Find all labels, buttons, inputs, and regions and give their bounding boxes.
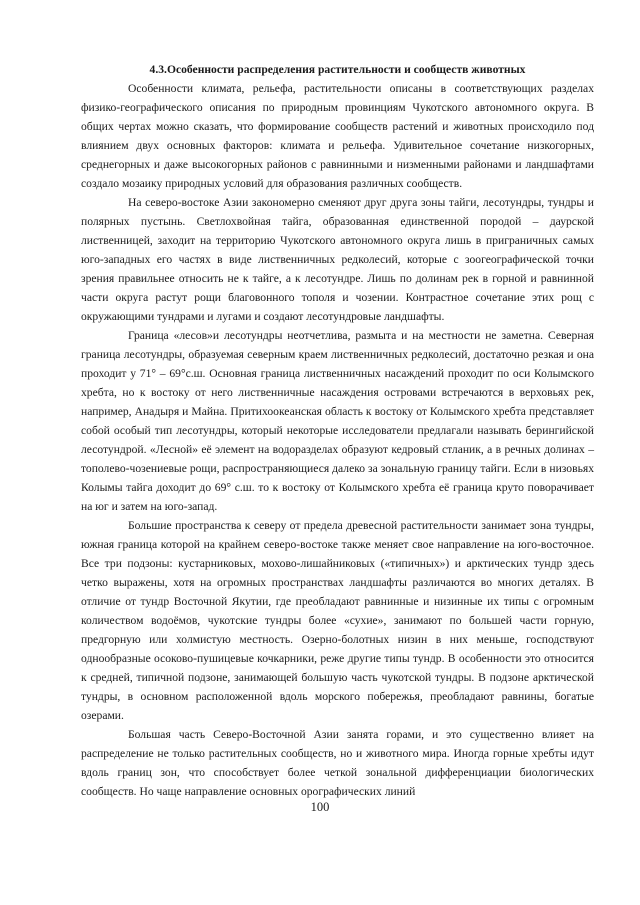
section-heading: 4.3.Особенности распределения растительности и сообществ животных [149, 63, 526, 76]
page-number: 100 [310, 800, 330, 814]
page-content [81, 60, 594, 801]
paragraph: Особенности климата, рельефа, растительности описаны в соответствующих разделах физико-географического описания по природным провинциям Чукотского автономного округа. В общих чертах можно сказать, что формирование сообществ растений и животных происходило под влиянием двух основных факторов: климата и рельефа. Удивительное сочетание низкогорных, среднегорных и даже высокогорных районов с равнинными и низменными районами и ландшафтами создало мозаику природных условий для образования различных сообществ. [81, 82, 594, 190]
paragraph: Большие пространства к северу от предела древесной растительности занимает зона тундры, южная граница которой на крайнем северо-востоке также меняет свое направление на юго-восточное. Все три подзоны: кустарниковых, мохово-лишайниковых («типичных») и арктических тундр здесь четко выражены, хотя на огромных пространствах ландшафты различаются во многих деталях. В отличие от тундр Восточной Якутии, где преобладают равнинные и низинные их типы с огромным количеством водоёмов, чукотские тундры более «сухие», занимают по большей части горную, предгорную или холмистую местность. Озерно-болотных низин в них меньше, господствуют однообразные осоково-пушицевые кочкарники, реже другие типы тундр. В особенности это относится к средней, типичной подзоне, занимающей большую часть чукотской тундры. В подзоне арктической тундры, в основном расположенной вдоль морского побережья, преобладают равнины, богатые озерами. [81, 519, 594, 722]
paragraph: Большая часть Северо-Восточной Азии занята горами, и это существенно влияет на распределение не только растительных сообществ, но и животного мира. Иногда горные хребты идут вдоль границ зон, что способствует более четкой зональной дифференциации биологических сообществ. Но чаще направление основных орографических линий [81, 728, 594, 798]
paragraph: Граница «лесов»и лесотундры неотчетлива, размыта и на местности не заметна. Северная граница лесотундры, образуемая северным краем лиственничных редколесий, достаточно резкая и она проходит у 71° – 69°с.ш. Основная граница лиственничных насаждений проходит по оси Колымского хребта, но к востоку от него лиственничные насаждения островами встречаются в верховьях рек, например, Анадыря и Майна. Притихоокеанская область к востоку от Колымского хребта представляет собой особый тип лесотундры, который некоторые исследователи предлагали называть берингийской лесотундрой. «Лесной» её элемент на водоразделах образуют кедровый стланик, а в речных долинах – тополево-чозениевые рощи, распространяющиеся далеко за зональную границу тайги. Если в низовьях Колымы тайга доходит до 69° с.ш. то к востоку от Колымского хребта её граница круто поворачивает на юг и затем на юго-запад. [81, 329, 594, 513]
paragraph: На северо-востоке Азии закономерно сменяют друг друга зоны тайги, лесотундры, тундры и полярных пустынь. Светлохвойная тайга, образованная единственной породой – даурской лиственницей, заходит на территорию Чукотского автономного округа лишь в приграничных самых юго-западных его частях в виде лиственничных редколесий, которые с зоогеографической точки зрения правильнее относить не к тайге, а к лесотундре. Лишь по долинам рек в горной и равнинной части округа растут рощи благовонного тополя и чозении. Контрастное сочетание этих рощ с окружающими тундрами и лугами и создают лесотундровые ландшафты. [81, 196, 594, 323]
